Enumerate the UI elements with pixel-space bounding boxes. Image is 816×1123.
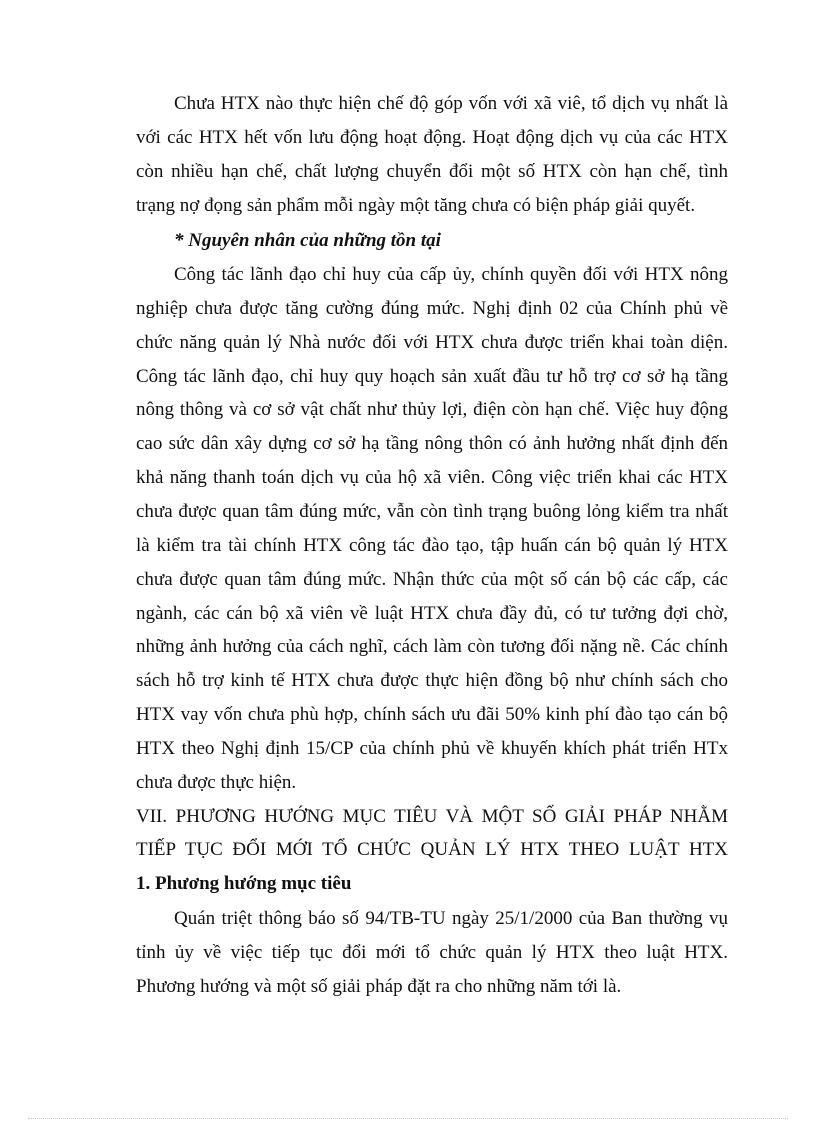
text-line: chức năng quản lý Nhà nước đối với HTX chưa được triển khai toàn diện. (136, 332, 728, 353)
text-line: chưa được quan tâm đúng mức, vẫn còn tình trạng buông lỏng kiểm tra nhất (136, 501, 728, 522)
text-line: những ảnh hưởng của cách nghĩ, cách làm còn tương đối nặng nề. Các chính (136, 636, 728, 657)
text-line: HTX theo Nghị định 15/CP của chính phủ về khuyến khích phát triển HTx (136, 738, 728, 759)
subheading-causes: * Nguyên nhân của những tồn tại (174, 230, 441, 251)
text-line: sách hỗ trợ kinh tế HTX chưa được thực hiện đồng bộ như chính sách cho (136, 670, 728, 691)
text-line: tỉnh ủy về việc tiếp tục đổi mới tổ chức quản lý HTX theo luật HTX. (136, 942, 728, 963)
text-line: là kiểm tra tài chính HTX công tác đào tạo, tập huấn cán bộ quản lý HTX (136, 535, 728, 556)
text-line: HTX vay vốn chưa phù hợp, chính sách ưu đãi 50% kinh phí đào tạo cán bộ (136, 704, 728, 725)
text-line: nông thông và cơ sở vật chất như thủy lợi, điện còn hạn chế. Việc huy động (136, 399, 728, 420)
text-line: Phương hướng và một số giải pháp đặt ra cho những năm tới là. (136, 976, 622, 997)
text-line: trạng nợ đọng sản phẩm mỗi ngày một tăng chưa có biện pháp giải quyết. (136, 195, 696, 216)
footer-divider (28, 1118, 788, 1119)
text-line: Công tác lãnh đạo chỉ huy của cấp ủy, chính quyền đối với HTX nông (174, 264, 728, 285)
section-title-line: VII. PHƯƠNG HƯỚNG MỤC TIÊU VÀ MỘT SỐ GIẢI PHÁP NHẰM (136, 806, 728, 827)
text-line: khả năng thanh toán dịch vụ của hộ xã viên. Công việc triển khai các HTX (136, 467, 728, 488)
text-line: Chưa HTX nào thực hiện chế độ góp vốn với xã viê, tổ dịch vụ nhất là (174, 93, 728, 114)
text-line: chưa được quan tâm đúng mức. Nhận thức của một số cán bộ các cấp, các (136, 569, 728, 590)
text-line: Công tác lãnh đạo, chỉ huy quy hoạch sản xuất đầu tư hỗ trợ cơ sở hạ tầng (136, 366, 728, 387)
section-title-line: TIẾP TỤC ĐỔI MỚI TỔ CHỨC QUẢN LÝ HTX THEO LUẬT HTX (136, 839, 728, 860)
text-line: nghiệp chưa được tăng cường đúng mức. Nghị định 02 của Chính phủ về (136, 298, 728, 319)
text-line: với các HTX hết vốn lưu động hoạt động. Hoạt động dịch vụ của các HTX (136, 127, 728, 148)
text-line: chưa được thực hiện. (136, 772, 297, 793)
subsection-heading: 1. Phương hướng mục tiêu (136, 873, 352, 894)
text-line: còn nhiều hạn chế, chất lượng chuyển đổi một số HTX còn hạn chế, tình (136, 161, 728, 182)
text-line: ngành, các cán bộ xã viên về luật HTX chưa đầy đủ, có tư tưởng đợi chờ, (136, 603, 728, 624)
text-line: Quán triệt thông báo số 94/TB-TU ngày 25/1/2000 của Ban thường vụ (174, 908, 728, 929)
text-line: cao sức dân xây dựng cơ sở hạ tầng nông thôn có ảnh hưởng nhất định đến (136, 433, 728, 454)
